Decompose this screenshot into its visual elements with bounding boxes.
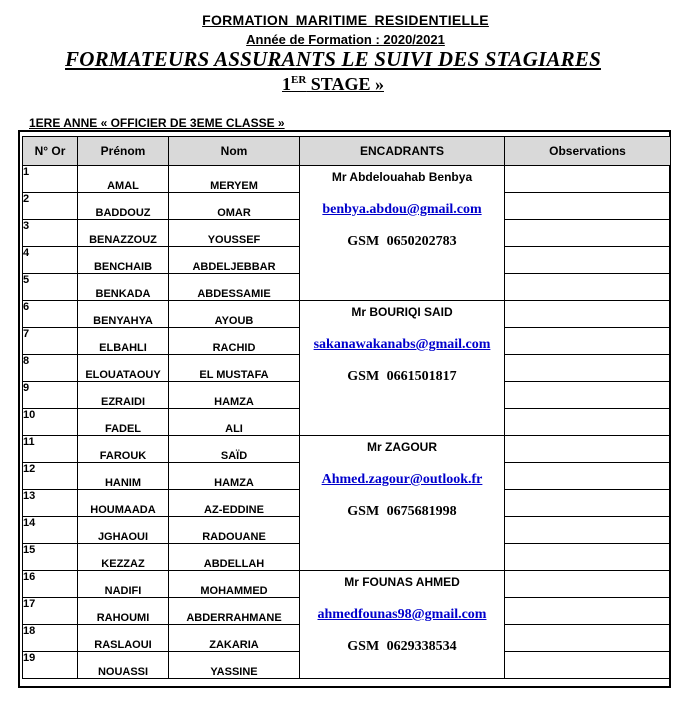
observations-cell[interactable] — [505, 328, 671, 355]
prenom-cell: AMAL — [78, 166, 169, 193]
encadrant-cell — [300, 571, 505, 679]
observations-cell[interactable] — [505, 652, 671, 679]
prenom-cell: BENKADA — [78, 274, 169, 301]
table-header-row — [23, 137, 671, 166]
prenom-cell: BENAZZOUZ — [78, 220, 169, 247]
column-header-prenom: Prénom — [78, 137, 169, 166]
row-number: 17 — [23, 598, 78, 625]
prenom-cell: FADEL — [78, 409, 169, 436]
prenom-cell: NADIFI — [78, 571, 169, 598]
row-number: 15 — [23, 544, 78, 571]
nom-cell: SAÏD — [169, 436, 300, 463]
row-number: 9 — [23, 382, 78, 409]
observations-cell[interactable] — [505, 517, 671, 544]
observations-cell[interactable] — [505, 166, 671, 193]
nom-cell: ZAKARIA — [169, 625, 300, 652]
trainee-table — [22, 136, 671, 679]
row-number: 19 — [23, 652, 78, 679]
encadrant-cell — [300, 166, 505, 301]
table-body — [23, 166, 671, 679]
encadrant-phone: GSM 0650202783 — [347, 234, 457, 249]
row-number: 7 — [23, 328, 78, 355]
row-number: 6 — [23, 301, 78, 328]
observations-cell[interactable] — [505, 193, 671, 220]
row-number: 12 — [23, 463, 78, 490]
prenom-cell: BENYAHYA — [78, 301, 169, 328]
nom-cell: ABDESSAMIE — [169, 274, 300, 301]
prenom-cell: KEZZAZ — [78, 544, 169, 571]
row-number: 4 — [23, 247, 78, 274]
nom-cell: HAMZA — [169, 463, 300, 490]
nom-cell: MERYEM — [169, 166, 300, 193]
stage-title — [0, 74, 666, 95]
encadrant-name: Mr FOUNAS AHMED — [344, 575, 460, 589]
observations-cell[interactable] — [505, 247, 671, 274]
encadrant-phone: GSM 0629338534 — [347, 639, 457, 654]
table-row — [23, 436, 671, 463]
table-row — [23, 166, 671, 193]
observations-cell[interactable] — [505, 490, 671, 517]
column-header-observations: Observations — [505, 137, 671, 166]
prenom-cell: ELOUATAOUY — [78, 355, 169, 382]
formation-title: FORMATION MARITIME RESIDENTIELLE — [202, 12, 489, 28]
stage-number: 1 — [282, 74, 292, 94]
encadrant-cell — [300, 301, 505, 436]
nom-cell: RADOUANE — [169, 517, 300, 544]
row-number: 3 — [23, 220, 78, 247]
prenom-cell: RASLAOUI — [78, 625, 169, 652]
encadrant-email-link[interactable]: ahmedfounas98@gmail.com — [317, 607, 487, 622]
nom-cell: EL MUSTAFA — [169, 355, 300, 382]
row-number: 18 — [23, 625, 78, 652]
observations-cell[interactable] — [505, 571, 671, 598]
row-number: 10 — [23, 409, 78, 436]
encadrant-phone: GSM 0675681998 — [347, 504, 457, 519]
row-number: 2 — [23, 193, 78, 220]
nom-cell: ABDERRAHMANE — [169, 598, 300, 625]
nom-cell: MOHAMMED — [169, 571, 300, 598]
observations-cell[interactable] — [505, 301, 671, 328]
encadrant-email-link[interactable]: sakanawakanabs@gmail.com — [313, 337, 491, 352]
prenom-cell: ELBAHLI — [78, 328, 169, 355]
nom-cell: ABDELLAH — [169, 544, 300, 571]
nom-cell: ABDELJEBBAR — [169, 247, 300, 274]
table-row — [23, 301, 671, 328]
encadrant-name: Mr BOURIQI SAID — [351, 305, 453, 319]
observations-cell[interactable] — [505, 598, 671, 625]
observations-cell[interactable] — [505, 274, 671, 301]
prenom-cell: NOUASSI — [78, 652, 169, 679]
stage-label: STAGE » — [306, 74, 384, 94]
prenom-cell: EZRAIDI — [78, 382, 169, 409]
row-number: 1 — [23, 166, 78, 193]
nom-cell: AYOUB — [169, 301, 300, 328]
observations-cell[interactable] — [505, 355, 671, 382]
prenom-cell: JGHAOUI — [78, 517, 169, 544]
nom-cell: YOUSSEF — [169, 220, 300, 247]
prenom-cell: FAROUK — [78, 436, 169, 463]
row-number: 5 — [23, 274, 78, 301]
observations-cell[interactable] — [505, 436, 671, 463]
column-header-nom: Nom — [169, 137, 300, 166]
prenom-cell: RAHOUMI — [78, 598, 169, 625]
prenom-cell: HOUMAADA — [78, 490, 169, 517]
nom-cell: YASSINE — [169, 652, 300, 679]
stage-superscript: ER — [291, 74, 307, 86]
table-row — [23, 571, 671, 598]
row-number: 11 — [23, 436, 78, 463]
nom-cell: OMAR — [169, 193, 300, 220]
observations-cell[interactable] — [505, 382, 671, 409]
observations-cell[interactable] — [505, 220, 671, 247]
row-number: 8 — [23, 355, 78, 382]
observations-cell[interactable] — [505, 544, 671, 571]
nom-cell: RACHID — [169, 328, 300, 355]
document-title: FORMATEURS ASSURANTS LE SUIVI DES STAGIARES — [65, 47, 601, 71]
observations-cell[interactable] — [505, 463, 671, 490]
encadrant-name: Mr Abdelouahab Benbya — [331, 170, 473, 184]
row-number: 14 — [23, 517, 78, 544]
prenom-cell: BADDOUZ — [78, 193, 169, 220]
nom-cell: AZ-EDDINE — [169, 490, 300, 517]
column-header-encadrants: ENCADRANTS — [300, 137, 505, 166]
observations-cell[interactable] — [505, 409, 671, 436]
prenom-cell: HANIM — [78, 463, 169, 490]
class-label: 1ERE ANNE « OFFICIER DE 3EME CLASSE » — [29, 116, 285, 130]
encadrant-cell — [300, 436, 505, 571]
formation-year: Année de Formation : 2020/2021 — [246, 32, 445, 47]
encadrant-phone: GSM 0661501817 — [347, 369, 457, 384]
prenom-cell: BENCHAIB — [78, 247, 169, 274]
nom-cell: HAMZA — [169, 382, 300, 409]
column-header-num: N° Or — [23, 137, 78, 166]
row-number: 13 — [23, 490, 78, 517]
encadrant-email-link[interactable]: benbya.abdou@gmail.com — [322, 202, 482, 217]
observations-cell[interactable] — [505, 625, 671, 652]
row-number: 16 — [23, 571, 78, 598]
nom-cell: ALI — [169, 409, 300, 436]
encadrant-email-link[interactable]: Ahmed.zagour@outlook.fr — [321, 472, 483, 487]
encadrant-name: Mr ZAGOUR — [367, 440, 437, 454]
